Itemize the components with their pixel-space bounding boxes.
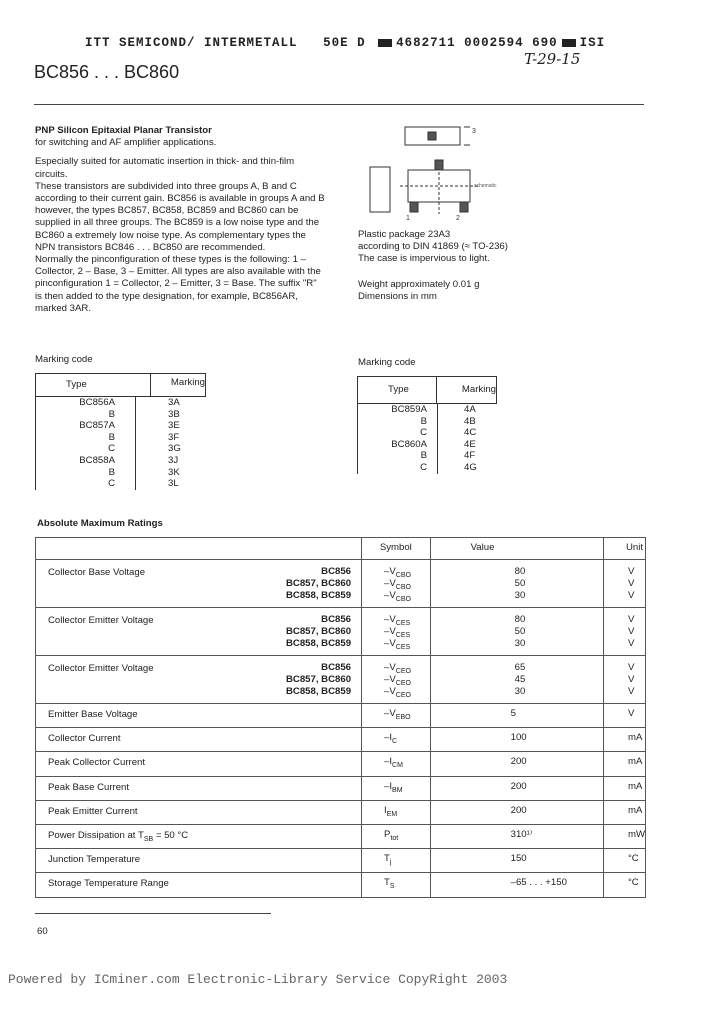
marking-cell: 3A bbox=[168, 397, 180, 408]
symbol-main: –V bbox=[384, 566, 396, 577]
symbol-sub: tot bbox=[390, 834, 399, 842]
value: 5 bbox=[510, 708, 516, 719]
param-label: Power Dissipation at T bbox=[48, 829, 144, 841]
marking-cell: 4G bbox=[464, 461, 477, 473]
unit-cell bbox=[603, 704, 645, 728]
unit-cell bbox=[603, 849, 645, 873]
col-header-marking: Marking bbox=[170, 377, 205, 388]
param-label: Peak Collector Current bbox=[48, 757, 146, 769]
type-cell: B bbox=[36, 409, 136, 421]
intro-paragraph: Especially suited for automatic insertion in thick- and thin-film circuits. bbox=[35, 156, 295, 180]
unit-cell bbox=[603, 873, 645, 897]
type-cell: BC857A bbox=[36, 420, 136, 432]
type-label: BC857, BC860 bbox=[285, 674, 352, 685]
param-cell bbox=[36, 800, 362, 824]
marking-cell: 3F bbox=[168, 431, 180, 443]
unit-cell bbox=[603, 560, 645, 608]
type-label: BC856 bbox=[321, 662, 352, 673]
symbol-cell bbox=[362, 873, 431, 897]
table-row bbox=[36, 478, 206, 490]
value: 50 bbox=[514, 626, 526, 637]
symbol-sub: j bbox=[389, 859, 392, 867]
intro-section bbox=[35, 125, 325, 315]
amr-row bbox=[36, 849, 646, 873]
symbol-sub: CEO bbox=[395, 679, 411, 687]
symbol-sub: EM bbox=[386, 810, 398, 818]
symbol-main: –V bbox=[384, 708, 396, 719]
type-cell: BC859A bbox=[358, 404, 438, 416]
unit: V bbox=[627, 590, 635, 601]
page-number: 60 bbox=[37, 926, 48, 937]
value-cell bbox=[430, 656, 603, 704]
marking-cell: 3G bbox=[168, 443, 181, 455]
marking-cell: 3J bbox=[168, 454, 179, 466]
amr-row bbox=[36, 800, 646, 824]
header-ref: 4682711 0002594 690 bbox=[396, 36, 558, 50]
table-row bbox=[358, 404, 497, 416]
type-list bbox=[286, 566, 351, 602]
type-label: BC858, BC859 bbox=[285, 638, 352, 649]
amr-row bbox=[36, 728, 646, 752]
unit: V bbox=[627, 686, 635, 697]
value-cell bbox=[430, 560, 603, 608]
type-cell: BC856A bbox=[36, 397, 136, 409]
param-cell bbox=[36, 704, 362, 728]
pin-3 bbox=[435, 160, 443, 170]
col-header-type: Type bbox=[36, 374, 151, 396]
value-cell bbox=[430, 824, 603, 848]
amr-row bbox=[36, 824, 646, 848]
symbol-main: –V bbox=[384, 614, 396, 625]
marking-cell: 4E bbox=[464, 438, 476, 450]
package-drawing bbox=[360, 122, 510, 222]
type-label: BC856 bbox=[321, 614, 352, 625]
value: 45 bbox=[514, 674, 526, 685]
type-list bbox=[286, 662, 351, 698]
package-weight: Weight approximately 0.01 g bbox=[358, 278, 480, 290]
value: 80 bbox=[514, 566, 526, 577]
param-label: Emitter Base Voltage bbox=[48, 709, 138, 720]
symbol bbox=[384, 686, 430, 698]
marking-cell: 4A bbox=[464, 404, 476, 415]
value: 80 bbox=[514, 614, 526, 625]
table-row bbox=[358, 450, 497, 462]
unit: V bbox=[627, 626, 635, 637]
table-row bbox=[36, 467, 206, 479]
marking-table-left bbox=[35, 373, 206, 490]
value: 150 bbox=[510, 853, 527, 865]
unit: V bbox=[627, 674, 635, 685]
table-row bbox=[36, 443, 206, 455]
pin-label: 3 bbox=[472, 128, 476, 135]
unit-cell bbox=[603, 752, 645, 776]
amr-header-value: Value bbox=[430, 538, 603, 560]
header-code: 50E D bbox=[323, 36, 366, 50]
type-cell: BC860A bbox=[358, 439, 438, 451]
value: 200 bbox=[510, 780, 527, 792]
param-cell bbox=[36, 752, 362, 776]
value-cell bbox=[430, 776, 603, 800]
symbol-cell bbox=[362, 704, 431, 728]
symbol-main: –V bbox=[384, 662, 396, 673]
type-cell: C bbox=[36, 478, 136, 490]
param-label: Collector Emitter Voltage bbox=[48, 615, 154, 626]
symbol-main: –V bbox=[384, 674, 396, 685]
symbol-sub: CEO bbox=[395, 667, 411, 675]
table-row bbox=[36, 409, 206, 421]
value: 65 bbox=[514, 662, 526, 673]
symbol-sub: C bbox=[392, 738, 398, 746]
unit: V bbox=[627, 614, 635, 625]
unit: mA bbox=[627, 780, 643, 792]
footnote-rule bbox=[35, 913, 271, 914]
type-list bbox=[286, 614, 351, 650]
symbol-sub: CES bbox=[395, 619, 411, 627]
param-tail: = 50 °C bbox=[153, 829, 189, 841]
marking-cell: 4C bbox=[464, 427, 477, 439]
symbol-sub: CBO bbox=[395, 571, 411, 579]
value-cell bbox=[430, 849, 603, 873]
amr-header-symbol: Symbol bbox=[362, 538, 431, 560]
pin-1 bbox=[410, 202, 418, 212]
value-cell bbox=[430, 704, 603, 728]
param-label: Peak Base Current bbox=[48, 781, 130, 793]
symbol-main: –V bbox=[384, 686, 396, 697]
footer-watermark: Powered by ICminer.com Electronic-Library Service CopyRight 2003 bbox=[8, 972, 508, 987]
col-header-type: Type bbox=[358, 377, 437, 403]
unit: °C bbox=[627, 877, 639, 889]
value: 200 bbox=[510, 804, 527, 816]
marking-cell: 3L bbox=[168, 478, 179, 490]
amr-group-row bbox=[36, 608, 646, 656]
table-row bbox=[36, 432, 206, 444]
symbol-main: –V bbox=[384, 590, 396, 601]
unit-cell bbox=[603, 800, 645, 824]
symbol bbox=[384, 674, 430, 686]
value: 310¹⁾ bbox=[510, 828, 533, 840]
pin-2 bbox=[460, 202, 468, 212]
symbol bbox=[384, 626, 430, 638]
amr-group-row bbox=[36, 656, 646, 704]
package-side-view bbox=[370, 167, 390, 212]
value: –65 . . . +150 bbox=[510, 877, 567, 889]
value: 50 bbox=[514, 578, 526, 589]
symbol-sub: CEO bbox=[395, 691, 411, 699]
symbol-main: –I bbox=[384, 756, 393, 768]
type-label: BC857, BC860 bbox=[285, 578, 352, 589]
pin-top bbox=[428, 132, 436, 140]
marking-right-rows bbox=[357, 404, 497, 474]
block-mark bbox=[562, 39, 576, 47]
type-cell: B bbox=[36, 467, 136, 479]
value-cell bbox=[430, 728, 603, 752]
col-header-marking: Marking bbox=[461, 384, 496, 395]
symbol-cell bbox=[362, 776, 431, 800]
type-cell: B bbox=[358, 450, 438, 462]
marking-cell: 3B bbox=[168, 408, 180, 420]
title-divider bbox=[34, 104, 644, 105]
value: 30 bbox=[514, 638, 526, 649]
value: 100 bbox=[510, 732, 527, 744]
symbol-sub: S bbox=[389, 883, 395, 891]
header-tag: ISI bbox=[579, 36, 606, 50]
unit: mA bbox=[627, 804, 643, 816]
symbol bbox=[384, 614, 430, 626]
package-line: Plastic package 23A3 bbox=[358, 229, 451, 240]
unit: °C bbox=[627, 853, 639, 865]
marking-cell: 3E bbox=[168, 420, 180, 432]
type-cell: C bbox=[358, 462, 438, 474]
marking-cell: 3K bbox=[168, 466, 180, 478]
page-title: BC856 . . . BC860 bbox=[34, 62, 180, 82]
unit-cell bbox=[603, 728, 645, 752]
pin-label: 2 bbox=[456, 215, 460, 222]
symbol-sub: BM bbox=[392, 786, 403, 794]
amr-row bbox=[36, 873, 646, 897]
value-cell bbox=[430, 752, 603, 776]
param-label: Junction Temperature bbox=[48, 854, 141, 866]
unit: V bbox=[627, 566, 635, 577]
table-row bbox=[358, 462, 497, 474]
header-company: ITT SEMICOND/ INTERMETALL bbox=[85, 36, 298, 50]
symbol-sub: CES bbox=[395, 643, 411, 651]
symbol bbox=[384, 578, 430, 590]
package-line: The case is impervious to light. bbox=[358, 253, 490, 265]
table-row bbox=[358, 439, 497, 451]
symbol-main: –V bbox=[384, 626, 396, 637]
symbol-main: P bbox=[384, 828, 391, 840]
handwritten-note: T-29-15 bbox=[524, 50, 581, 68]
package-dimensions: Dimensions in mm bbox=[358, 290, 437, 302]
symbol-main: –V bbox=[384, 578, 396, 589]
unit-cell bbox=[603, 608, 645, 656]
type-cell: C bbox=[358, 427, 438, 439]
intro-paragraph: Normally the pinconfiguration of these types is the following: 1 – Collector, 2 – Base, 3 – Emitter. All types are also available with the pinconfiguration 1 = Collector, 2 – Emitter, 3 = Base. The suffix "R" is then added to the type designation, for example, BC856AR, marked 3AR. bbox=[35, 254, 321, 314]
symbol-cell bbox=[362, 608, 431, 656]
param-cell bbox=[36, 608, 362, 656]
amr-header-param bbox=[36, 538, 362, 560]
package-info bbox=[358, 229, 608, 303]
diagram-label: schematic bbox=[474, 183, 497, 189]
table-row bbox=[36, 455, 206, 467]
param-cell bbox=[36, 849, 362, 873]
param-label: Collector Emitter Voltage bbox=[48, 663, 154, 674]
value-cell bbox=[430, 800, 603, 824]
amr-title: Absolute Maximum Ratings bbox=[37, 518, 163, 529]
unit-cell bbox=[603, 656, 645, 704]
symbol-cell bbox=[362, 560, 431, 608]
block-mark bbox=[378, 39, 392, 47]
amr-table bbox=[35, 537, 646, 898]
symbol-cell bbox=[362, 656, 431, 704]
table-row bbox=[36, 420, 206, 432]
symbol-main: T bbox=[384, 877, 390, 889]
unit: mW bbox=[627, 828, 645, 840]
symbol-sub: CBO bbox=[395, 583, 411, 591]
unit: V bbox=[627, 638, 635, 649]
amr-group-row bbox=[36, 560, 646, 608]
symbol-main: –I bbox=[384, 732, 393, 744]
marking-table-right bbox=[357, 376, 497, 474]
symbol bbox=[384, 662, 430, 674]
marking-cell: 4B bbox=[464, 415, 476, 427]
marking-code-label: Marking code bbox=[358, 357, 416, 368]
value-cell bbox=[430, 608, 603, 656]
symbol bbox=[384, 590, 430, 602]
table-row bbox=[358, 427, 497, 439]
table-row bbox=[36, 397, 206, 409]
symbol bbox=[384, 566, 430, 578]
unit-cell bbox=[603, 776, 645, 800]
param-label: Storage Temperature Range bbox=[48, 878, 169, 890]
intro-heading: PNP Silicon Epitaxial Planar Transistor bbox=[35, 125, 212, 136]
table-row bbox=[358, 416, 497, 428]
type-label: BC858, BC859 bbox=[285, 590, 352, 601]
symbol-main: –I bbox=[384, 780, 393, 792]
type-label: BC856 bbox=[321, 566, 352, 577]
value-cell bbox=[430, 873, 603, 897]
param-cell bbox=[36, 656, 362, 704]
intro-paragraph: These transistors are subdivided into three groups A, B and C according to their current gain. BC856 is available in groups A and B however, the types BC857, BC858, BC859 and BC860 can be supplied in all three groups. The BC859 is a low noise type and the BC860 a extremely low noise type. As complementary types the NPN transistors BC846 . . . BC850 are recommended. bbox=[35, 180, 325, 253]
param-cell bbox=[36, 560, 362, 608]
symbol-sub: CM bbox=[392, 762, 403, 770]
type-cell: B bbox=[36, 432, 136, 444]
symbol-sub: CBO bbox=[395, 595, 411, 603]
unit: V bbox=[627, 578, 635, 589]
amr-row bbox=[36, 776, 646, 800]
symbol-cell bbox=[362, 849, 431, 873]
amr-row bbox=[36, 704, 646, 728]
symbol bbox=[384, 638, 430, 650]
type-cell: C bbox=[36, 443, 136, 455]
pin-label: 1 bbox=[406, 215, 410, 222]
symbol-sub: EBO bbox=[395, 713, 411, 721]
symbol-cell bbox=[362, 824, 431, 848]
type-label: BC858, BC859 bbox=[285, 686, 352, 697]
unit: V bbox=[627, 662, 635, 673]
param-label: Collector Base Voltage bbox=[48, 567, 146, 578]
scan-header bbox=[68, 22, 605, 50]
symbol-main: T bbox=[384, 853, 390, 865]
amr-row bbox=[36, 752, 646, 776]
amr-header-unit: Unit bbox=[603, 538, 645, 560]
value: 200 bbox=[510, 756, 527, 768]
marking-cell: 4F bbox=[464, 450, 476, 462]
unit: mA bbox=[627, 732, 643, 744]
param-label: Collector Current bbox=[48, 733, 121, 745]
param-cell bbox=[36, 873, 362, 897]
unit: mA bbox=[627, 756, 643, 768]
symbol-cell bbox=[362, 728, 431, 752]
type-cell: B bbox=[358, 416, 438, 428]
value: 30 bbox=[514, 686, 526, 697]
symbol-cell bbox=[362, 752, 431, 776]
param-sub: SB bbox=[143, 835, 154, 843]
symbol-sub: CES bbox=[395, 631, 411, 639]
symbol-cell bbox=[362, 800, 431, 824]
param-cell bbox=[36, 824, 362, 848]
value: 30 bbox=[514, 590, 526, 601]
package-line: according to DIN 41869 (≈ TO-236) bbox=[358, 241, 508, 253]
param-cell bbox=[36, 776, 362, 800]
symbol-main: I bbox=[384, 804, 387, 816]
param-label: Peak Emitter Current bbox=[48, 805, 138, 817]
marking-left-rows bbox=[35, 397, 206, 490]
unit-cell bbox=[603, 824, 645, 848]
type-label: BC857, BC860 bbox=[285, 626, 352, 637]
type-cell: BC858A bbox=[36, 455, 136, 467]
intro-subheading: for switching and AF amplifier applications. bbox=[35, 137, 217, 149]
marking-code-label: Marking code bbox=[35, 354, 93, 365]
param-cell bbox=[36, 728, 362, 752]
unit: V bbox=[627, 708, 635, 719]
symbol-main: –V bbox=[384, 638, 396, 649]
